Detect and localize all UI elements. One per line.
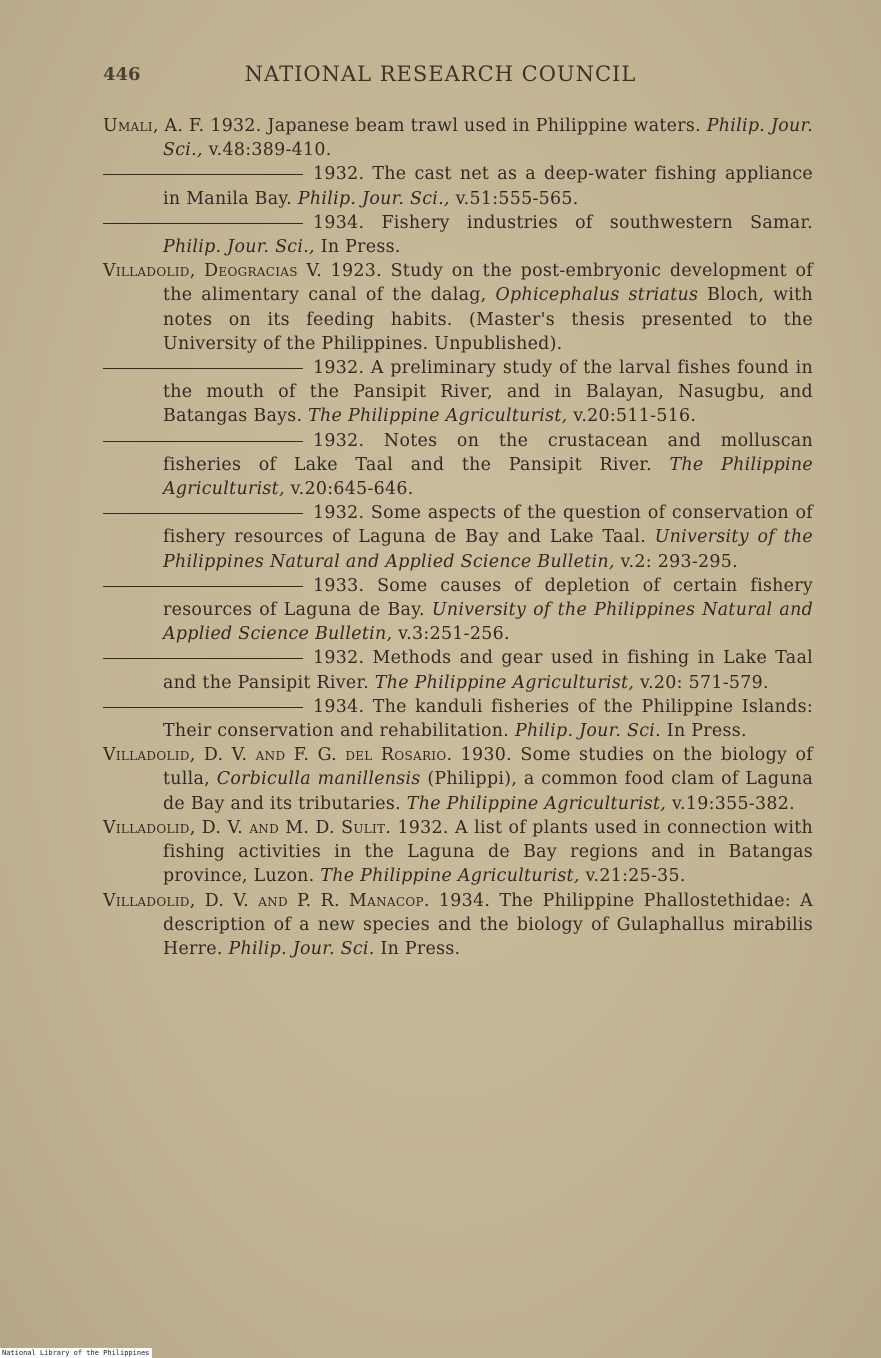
library-credit: National Library of the Philippines <box>2 1349 150 1357</box>
entry-details: v.51:555-565. <box>455 188 579 209</box>
entry-details: v.21:25-35. <box>585 866 686 887</box>
entry-title: Japanese beam trawl used in Philippine waters. <box>267 116 701 136</box>
entry-journal: Philip. Jour. Sci., <box>297 188 450 209</box>
entry-year: 1934. <box>313 212 365 233</box>
ditto-rule <box>103 174 303 175</box>
entry-title: Some aspects of the question of conservation of fishery resources of Laguna de Bay and Lake Taal. <box>163 503 814 548</box>
entry-author: Villadolid, D. V. and M. D. Sulit. <box>103 817 392 838</box>
entry-journal: Philip. Jour. Sci. <box>228 938 375 959</box>
reference-entry <box>103 259 813 356</box>
entry-year: 1932. <box>313 430 365 451</box>
ditto-rule <box>103 368 303 369</box>
reference-entry <box>103 162 813 210</box>
reference-entry <box>103 695 813 743</box>
entry-title: Some causes of depletion of certain fishery resources of Laguna de Bay. <box>163 575 813 621</box>
entry-year: 1934. <box>438 890 491 911</box>
entry-journal: Philip. Jour. Sci., <box>163 116 814 161</box>
entry-details: v.20: 571-579. <box>640 672 769 693</box>
entry-title: Methods and gear used in fishing in Lake Taal and the Pansipit River. <box>163 648 814 693</box>
entry-details: v.20:645-646. <box>290 479 414 500</box>
ditto-rule <box>103 513 303 514</box>
entry-rest: Bloch, with notes on its feeding habits. (Master's thesis presented to the University of the Philippines. Unpublished). <box>163 285 814 354</box>
page-number: 446 <box>103 64 141 85</box>
reference-entry <box>103 501 813 574</box>
entry-author: Villadolid, Deogracias V. <box>103 261 323 282</box>
entry-title: Notes on the crustacean and molluscan fisheries of Lake Taal and the Pansipit River. <box>163 430 814 475</box>
entry-title: The Philippine Phallostethidae: A description of a new species and the biology of Gulaphallus mirabilis Herre. <box>163 890 814 959</box>
page-header <box>0 62 881 92</box>
entry-author: Umali, A. F. <box>103 116 205 136</box>
entry-year: 1932. <box>313 648 365 669</box>
reference-entry <box>103 816 813 889</box>
reference-entry <box>103 743 813 816</box>
entry-year: 1934. <box>313 696 365 717</box>
ditto-rule <box>103 658 303 659</box>
entry-journal: The Philippine Agriculturist, <box>308 406 568 427</box>
entry-rest: (Philippi), a common food clam of Laguna de Bay and its tributaries. <box>163 769 813 814</box>
entry-details: v.48:389-410. <box>208 140 332 161</box>
reference-entry <box>103 114 813 162</box>
reference-entry <box>103 429 813 502</box>
entry-title: Fishery industries of southwestern Samar. <box>381 212 814 233</box>
entry-title: The cast net as a deep-water fishing appliance in Manila Bay. <box>163 164 814 209</box>
entry-journal: The Philippine Agriculturist, <box>320 866 580 887</box>
reference-entry <box>103 646 813 694</box>
entry-species: Corbiculla manillensis <box>216 769 421 790</box>
entry-journal: University of the Philippines Natural and Applied Science Bulletin, <box>163 527 813 572</box>
ditto-rule <box>103 223 303 224</box>
entry-year: 1932. <box>313 358 365 379</box>
entry-details: In Press. <box>380 938 461 959</box>
entry-journal: University of the Philippines Natural and Applied Science Bulletin, <box>163 600 813 645</box>
reference-entry <box>103 574 813 647</box>
entry-journal: The Philippine Agriculturist, <box>374 672 635 693</box>
entry-year: 1933. <box>313 575 365 596</box>
entry-title: A preliminary study of the larval fishes found in the mouth of the Pansipit River, and in Balayan, Nasugbu, and Batangas Bays. <box>163 358 814 427</box>
running-title: NATIONAL RESEARCH COUNCIL <box>244 62 637 86</box>
ditto-rule <box>103 586 303 587</box>
entry-details: v.19:355-382. <box>671 793 795 814</box>
entry-details: v.3:251-256. <box>398 624 510 645</box>
ditto-rule <box>103 441 303 442</box>
entry-details: In Press. <box>320 237 401 258</box>
reference-list <box>103 114 813 961</box>
entry-year: 1932. <box>397 817 449 838</box>
entry-details: In Press. <box>666 721 747 742</box>
entry-title: The kanduli fisheries of the Philippine Islands: Their conservation and rehabilitation. <box>163 696 813 742</box>
entry-year: 1930. <box>460 745 512 766</box>
entry-journal: Philip. Jour. Sci., <box>163 237 315 258</box>
entry-author: Villadolid, D. V. and P. R. Manacop. <box>103 890 430 911</box>
entry-journal: The Philippine Agriculturist, <box>163 454 813 500</box>
entry-journal: Philip. Jour. Sci. <box>514 721 661 742</box>
ditto-rule <box>103 707 303 708</box>
reference-entry <box>103 211 813 259</box>
reference-entry <box>103 356 813 429</box>
entry-title: Study on the post-embryonic development of the alimentary canal of the dalag, <box>163 261 814 306</box>
entry-year: 1932. <box>313 503 365 524</box>
entry-year: 1932. <box>313 164 365 185</box>
entry-year: 1932. <box>210 116 262 136</box>
entry-title: A list of plants used in connection with fishing activities in the Laguna de Bay regions and in Batangas province, Luzon. <box>163 817 814 887</box>
entry-species: Ophicephalus striatus <box>495 285 699 306</box>
reference-entry <box>103 889 813 962</box>
entry-author: Villadolid, D. V. and F. G. del Rosario. <box>103 745 453 766</box>
entry-title: Some studies on the biology of tulla, <box>163 745 813 790</box>
entry-journal: The Philippine Agriculturist, <box>406 793 667 814</box>
entry-year: 1923. <box>330 261 382 282</box>
entry-details: v.20:511-516. <box>573 406 697 427</box>
entry-details: v.2: 293-295. <box>620 551 738 572</box>
